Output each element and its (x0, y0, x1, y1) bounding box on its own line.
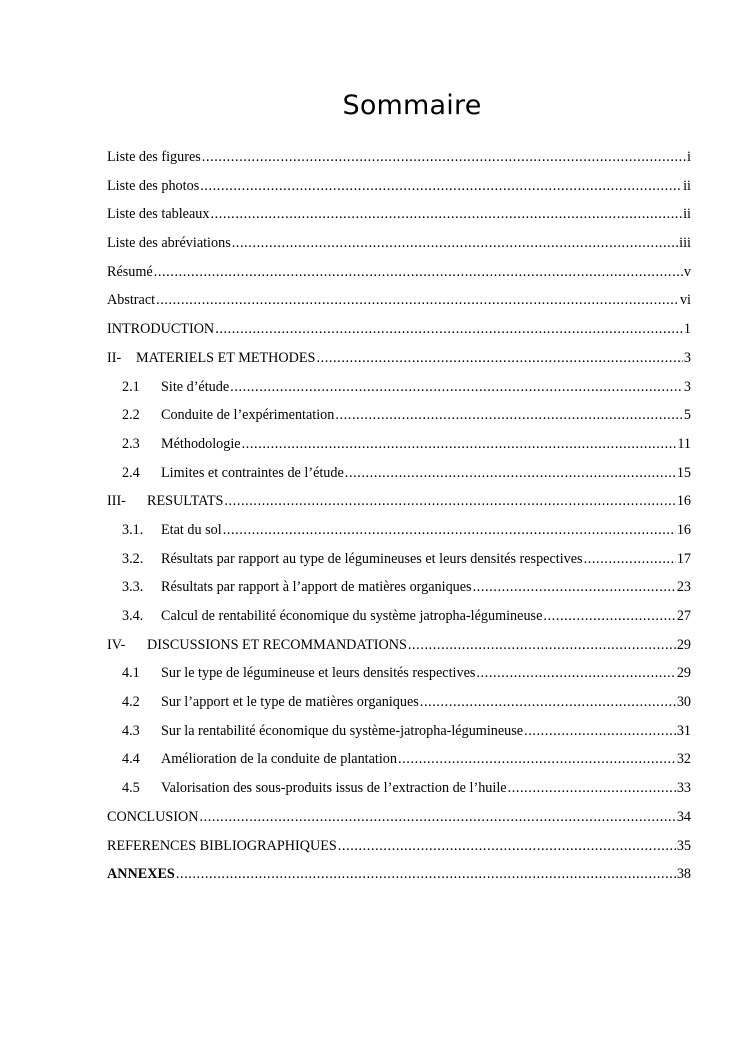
dot-leader (420, 688, 676, 717)
toc-entry-page: vi (679, 292, 691, 309)
toc-entry-liste-des-figures[interactable] (107, 143, 691, 172)
toc-entry-number: 4.2 (122, 694, 140, 711)
toc-entry-page: 27 (676, 608, 691, 624)
toc-entry-number: 4.1 (122, 665, 140, 682)
dot-leader (230, 373, 683, 402)
dot-leader (200, 172, 682, 201)
toc-entry-label: Liste des figures (107, 149, 201, 165)
toc-entry-page: 11 (677, 435, 691, 452)
toc-entry-page: 33 (676, 780, 691, 797)
toc-entry-liste-des-abreviations[interactable] (107, 229, 691, 258)
dot-leader (210, 200, 682, 229)
page-title: Sommaire (342, 90, 482, 121)
dot-leader (398, 745, 676, 774)
dot-leader (408, 631, 676, 660)
toc-entry-label: Amélioration de la conduite de plantation (161, 751, 397, 768)
toc-entry-number: 4.3 (122, 722, 140, 739)
toc-entry-materiels-et-methodes[interactable] (107, 344, 691, 373)
toc-entry-page: 3 (683, 378, 691, 395)
toc-entry-page: v (683, 263, 691, 280)
toc-entry-number: 4.4 (122, 751, 140, 768)
toc-entry-label: Résultats par rapport au type de légumineuses et leurs densités respectives (161, 550, 583, 567)
toc-entry-label: MATERIELS ET METHODES (136, 349, 316, 366)
toc-entry-page: 1 (683, 321, 691, 338)
toc-entry-conduite-experimentation[interactable] (107, 401, 691, 430)
toc-entry-label: Site d’étude (161, 378, 230, 395)
toc-entry-label: ANNEXES (107, 866, 175, 883)
toc-entry-rentabilite-economique[interactable] (107, 717, 691, 746)
toc-entry-page: ii (683, 177, 691, 194)
toc-entry-discussions-recommandations[interactable] (107, 631, 691, 660)
toc-entry-abstract[interactable] (107, 286, 691, 315)
toc-entry-number: 2.2 (122, 407, 140, 424)
toc-entry-label: Liste des abréviations (107, 235, 231, 252)
toc-entry-page: 35 (676, 837, 691, 854)
toc-entry-label: Sur l’apport et le type de matières organiques (161, 694, 419, 711)
toc-entry-introduction[interactable] (107, 315, 691, 344)
toc-entry-number: III- (107, 493, 126, 510)
dot-leader (338, 832, 676, 861)
dot-leader (223, 516, 676, 545)
table-of-contents (107, 143, 691, 889)
toc-entry-amelioration-conduite[interactable] (107, 745, 691, 774)
dot-leader (584, 545, 676, 574)
dot-leader (202, 143, 686, 172)
dot-leader (176, 860, 676, 889)
toc-entry-page: iii (679, 235, 691, 252)
toc-entry-page: 3 (683, 349, 691, 366)
toc-entry-page: 17 (676, 550, 691, 567)
toc-entry-page: 16 (676, 521, 691, 538)
toc-entry-label: Valorisation des sous-produits issus de l’extraction de l’huile (161, 780, 507, 797)
toc-entry-label: REFERENCES BIBLIOGRAPHIQUES (107, 837, 337, 854)
toc-entry-calcul-rentabilite[interactable] (107, 602, 691, 631)
toc-entry-page: 15 (676, 464, 691, 481)
dot-leader (543, 602, 675, 631)
dot-leader (215, 315, 683, 344)
toc-entry-label: Abstract (107, 292, 156, 309)
toc-entry-label: Résumé (107, 263, 153, 280)
toc-entry-page: i (687, 149, 691, 165)
toc-entry-etat-du-sol[interactable] (107, 516, 691, 545)
toc-entry-page: 31 (676, 722, 691, 739)
toc-entry-valorisation-sous-produits[interactable] (107, 774, 691, 803)
toc-entry-conclusion[interactable] (107, 803, 691, 832)
toc-entry-apport-matieres-organiques[interactable] (107, 688, 691, 717)
toc-entry-label: Résultats par rapport à l’apport de matières organiques (161, 579, 472, 596)
toc-entry-resultats-legumineuses[interactable] (107, 545, 691, 574)
toc-entry-label: DISCUSSIONS ET RECOMMANDATIONS (147, 636, 407, 653)
toc-entry-label: Calcul de rentabilité économique du système jatropha-légumineuse (161, 608, 543, 624)
toc-entry-page: 29 (676, 665, 691, 682)
toc-entry-resultats-matieres-organiques[interactable] (107, 573, 691, 602)
dot-leader (335, 401, 683, 430)
toc-entry-label: CONCLUSION (107, 808, 199, 825)
toc-entry-label: Limites et contraintes de l’étude (161, 464, 344, 481)
toc-entry-label: INTRODUCTION (107, 321, 215, 338)
toc-entry-number: 4.5 (122, 780, 140, 797)
toc-entry-liste-des-photos[interactable] (107, 172, 691, 201)
toc-entry-number: 3.4. (122, 608, 144, 624)
toc-entry-label: Sur le type de légumineuse et leurs densités respectives (161, 665, 476, 682)
toc-entry-page: 5 (683, 407, 691, 424)
toc-entry-label: Liste des tableaux (107, 206, 210, 223)
toc-entry-number: 3.1. (122, 521, 144, 538)
dot-leader (508, 774, 676, 803)
toc-entry-number: 2.3 (122, 435, 140, 452)
dot-leader (242, 430, 677, 459)
toc-entry-number: 3.3. (122, 579, 144, 596)
dot-leader (476, 659, 675, 688)
dot-leader (156, 286, 679, 315)
dot-leader (524, 717, 676, 746)
toc-entry-page: 38 (676, 866, 691, 883)
toc-entry-page: 32 (676, 751, 691, 768)
toc-entry-methodologie[interactable] (107, 430, 691, 459)
dot-leader (199, 803, 675, 832)
toc-entry-number: 2.4 (122, 464, 140, 481)
toc-entry-label: RESULTATS (147, 493, 224, 510)
toc-entry-number: II- (107, 349, 122, 366)
dot-leader (316, 344, 682, 373)
dot-leader (154, 258, 683, 287)
dot-leader (473, 573, 676, 602)
toc-entry-page: 23 (676, 579, 691, 596)
toc-entry-label: Sur la rentabilité économique du système-jatropha-légumineuse (161, 722, 524, 739)
toc-entry-page: 16 (676, 493, 691, 510)
toc-entry-site-etude[interactable] (107, 373, 691, 402)
dot-leader (232, 229, 678, 258)
toc-entry-label: Méthodologie (161, 435, 241, 452)
toc-entry-references-bibliographiques[interactable] (107, 832, 691, 861)
toc-entry-page: 34 (676, 808, 691, 825)
toc-entry-page: ii (683, 206, 691, 223)
toc-entry-page: 29 (676, 636, 691, 653)
toc-entry-number: 3.2. (122, 550, 144, 567)
toc-entry-number: IV- (107, 636, 126, 653)
toc-entry-resume[interactable] (107, 258, 691, 287)
toc-entry-label: Conduite de l’expérimentation (161, 407, 335, 424)
toc-entry-label: Liste des photos (107, 177, 200, 194)
toc-entry-resultats[interactable] (107, 487, 691, 516)
dot-leader (224, 487, 675, 516)
toc-entry-page: 30 (676, 694, 691, 711)
toc-entry-liste-des-tableaux[interactable] (107, 200, 691, 229)
toc-entry-annexes[interactable] (107, 860, 691, 889)
toc-entry-label: Etat du sol (161, 521, 222, 538)
toc-entry-type-legumineuse[interactable] (107, 659, 691, 688)
dot-leader (345, 459, 676, 488)
toc-entry-number: 2.1 (122, 378, 140, 395)
toc-entry-limites-contraintes[interactable] (107, 459, 691, 488)
